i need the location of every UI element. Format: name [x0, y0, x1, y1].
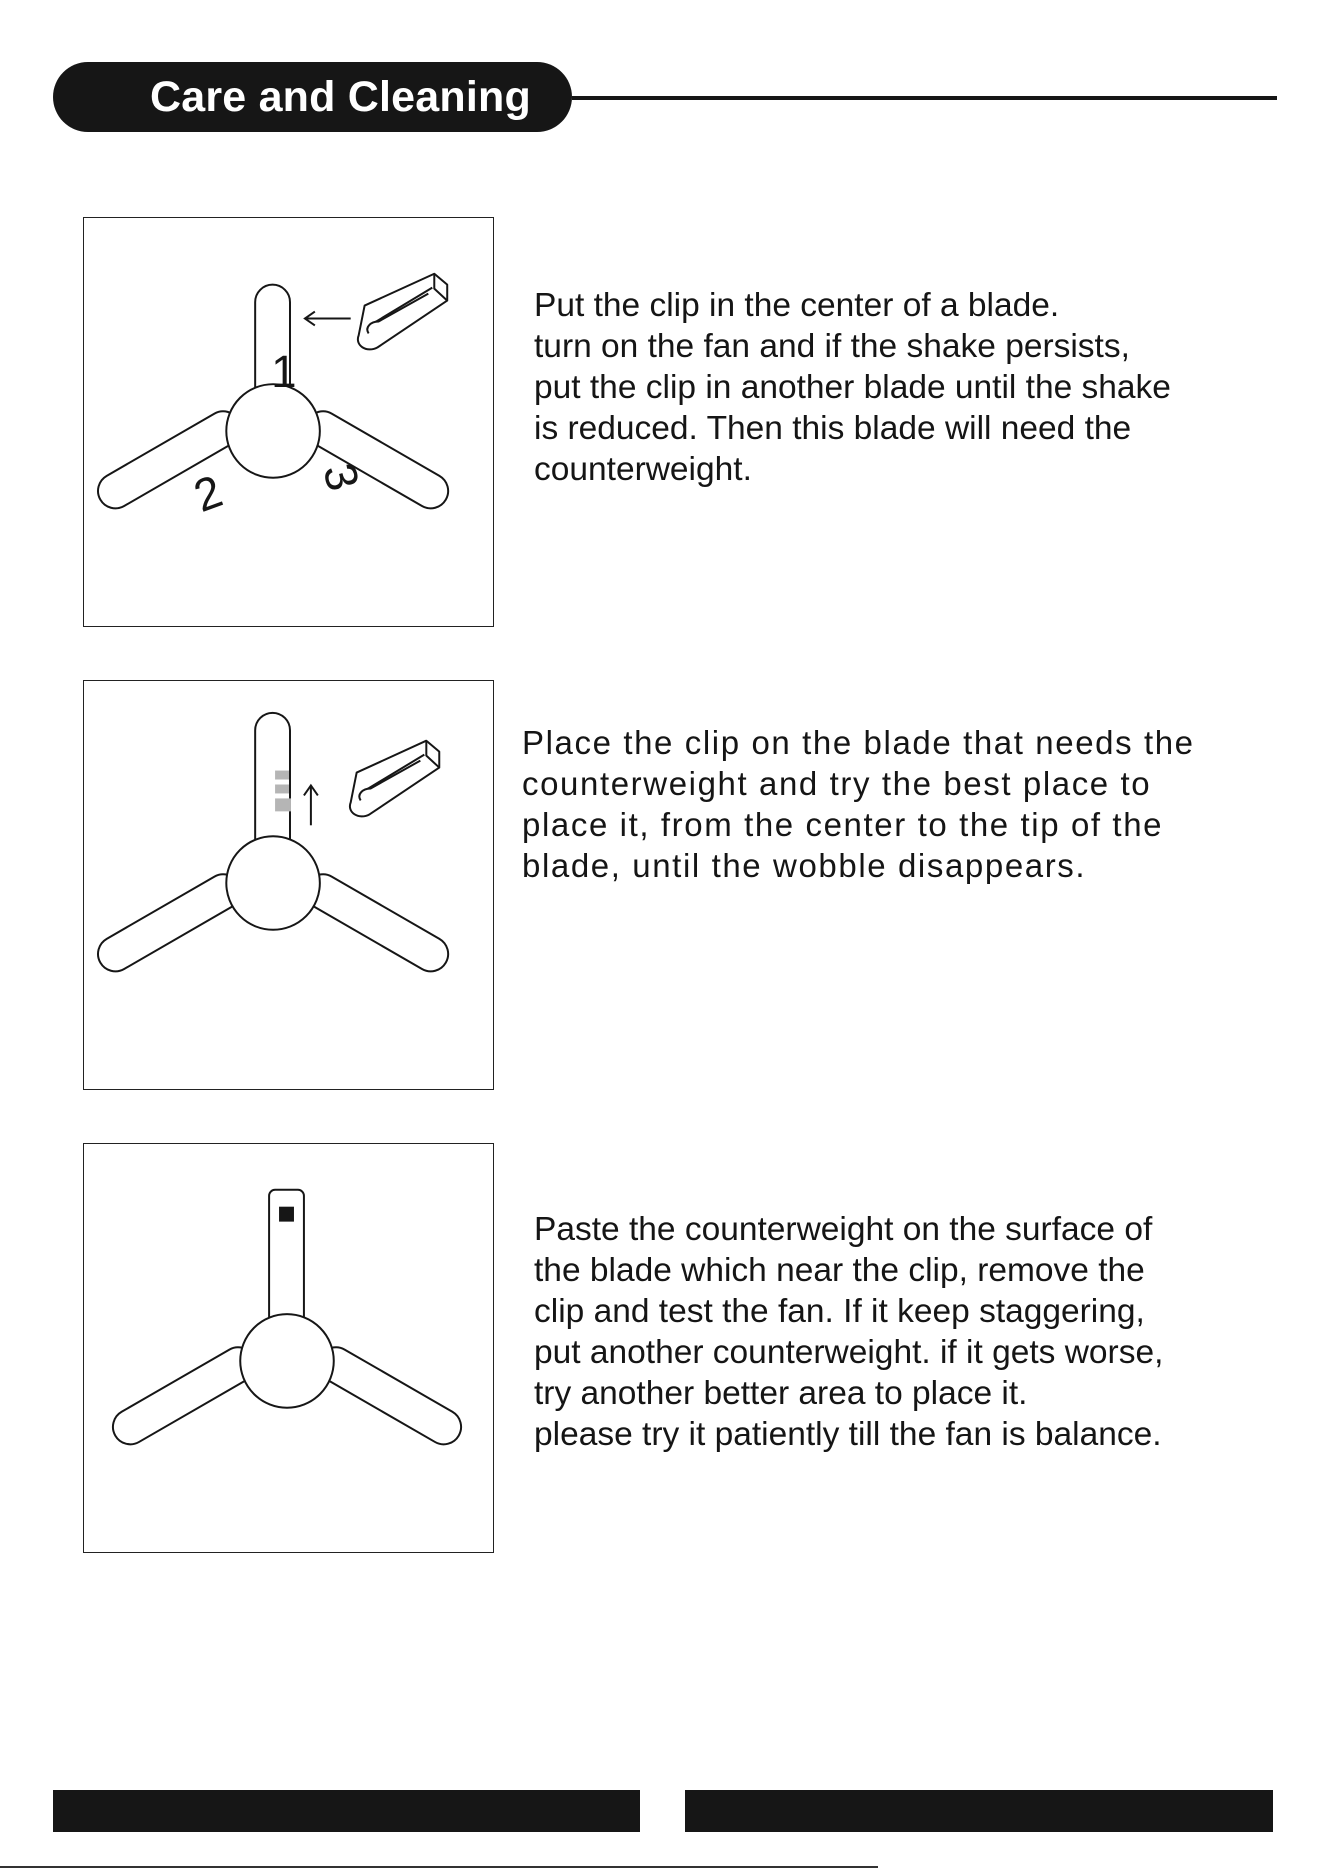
step-1-line: Put the clip in the center of a blade.: [534, 287, 1060, 324]
step-2-line: Place the clip on the blade that needs the: [522, 724, 1195, 761]
arrow-left-icon: [305, 312, 351, 326]
fan-blade-3: [299, 868, 454, 978]
step-3-line: the blade which near the clip, remove the: [534, 1252, 1145, 1289]
step-2-line: place it, from the center to the tip of the: [522, 806, 1164, 843]
step-1-text: [534, 285, 1171, 490]
header-rule: [572, 96, 1277, 100]
step-3-line: Paste the counterweight on the surface of: [534, 1211, 1153, 1248]
fan-blade-2: [92, 405, 247, 515]
footer-bar-right: [685, 1790, 1273, 1832]
step-3-line: please try it patiently till the fan is balance.: [534, 1416, 1162, 1453]
step-1-line: counterweight.: [534, 451, 752, 488]
counterweight-mark: [279, 1207, 294, 1222]
step-1-line: turn on the fan and if the shake persists,: [534, 328, 1130, 365]
blade-number-3: 3: [313, 458, 370, 496]
footer-bar-left: [53, 1790, 640, 1832]
fan-blade-3: [312, 1341, 467, 1451]
step-2-line: counterweight and try the best place to: [522, 765, 1152, 802]
blade-number-2: 2: [187, 465, 229, 522]
clip-icon: [358, 274, 447, 350]
arrow-up-icon: [304, 785, 318, 825]
fan-hub: [240, 1314, 334, 1408]
step-1-line: is reduced. Then this blade will need the: [534, 410, 1132, 447]
step-2-line: blade, until the wobble disappears.: [522, 847, 1087, 884]
fan-hub: [226, 384, 320, 478]
fan-blade-3: [299, 405, 454, 515]
footer-rule: [0, 1866, 878, 1868]
step-2-text: [522, 722, 1195, 886]
section-title: Care and Cleaning: [150, 73, 531, 121]
blade-number-1: 1: [271, 346, 297, 398]
step-1-figure: [83, 217, 494, 627]
step-3-line: clip and test the fan. If it keep staggering,: [534, 1293, 1145, 1330]
fan-hub: [226, 836, 320, 930]
step-3-text: [534, 1209, 1163, 1455]
step-3-line: put another counterweight. if it gets worse,: [534, 1334, 1164, 1371]
step-2-figure: [83, 680, 494, 1090]
step-1-line: put the clip in another blade until the shake: [534, 369, 1171, 406]
step-3-line: try another better area to place it.: [534, 1375, 1028, 1412]
fan-blade-2: [92, 868, 247, 978]
fan-blade-2: [107, 1341, 262, 1451]
step-3-figure: [83, 1143, 494, 1553]
clip-position-marks: [275, 771, 291, 812]
clip-icon: [350, 741, 439, 817]
